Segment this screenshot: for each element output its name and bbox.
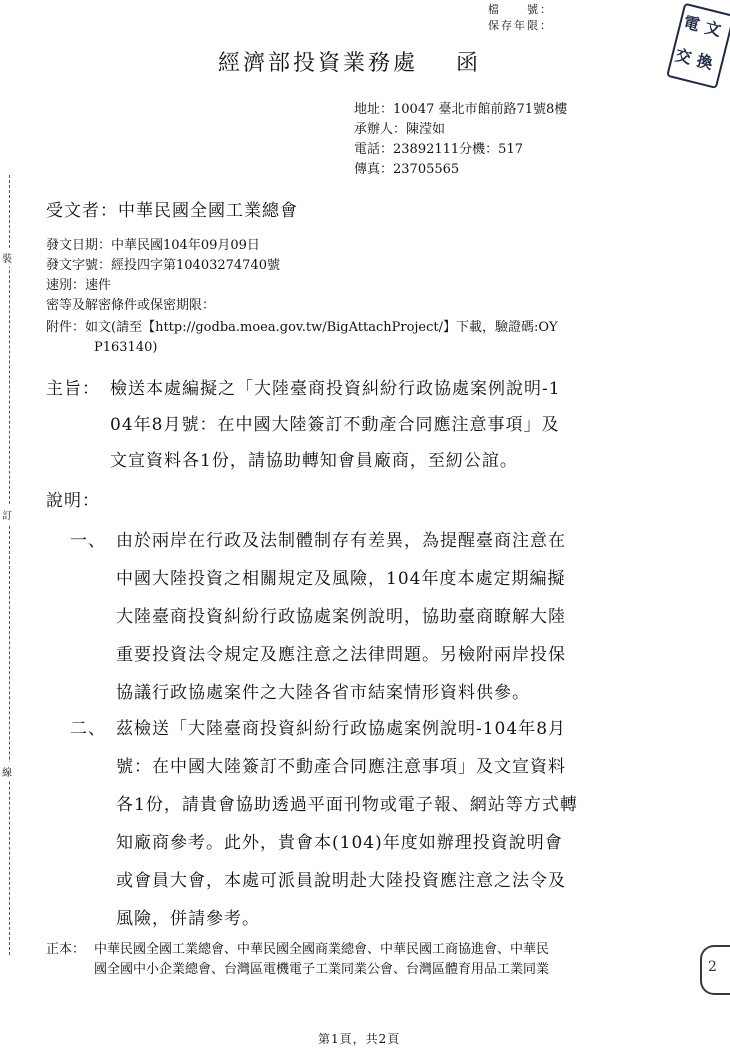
item-line: 由於兩岸在行政及法制體制存有差異，為提醒臺商注意在 xyxy=(116,531,566,551)
contact-officer: 承辦人：陳滢如 xyxy=(354,122,446,137)
cc-line-2: 國全國中小企業總會、台灣區電機電子工業同業公會、台灣區體育用品工業同業 xyxy=(94,962,550,977)
item-line: 風險，併請參考。 xyxy=(116,909,260,929)
item-line: 茲檢送「大陸臺商投資糾紛行政協處案例說明-104年8月 xyxy=(116,719,567,739)
contact-address: 地址：10047 臺北市館前路71號8樓 xyxy=(354,102,568,117)
security-class: 密等及解密條件或保密期限： xyxy=(46,298,216,313)
contact-fax: 傳真：23705565 xyxy=(354,162,460,177)
item-line: 知廠商參考。此外，貴會本(104)年度如辦理投資說明會 xyxy=(116,833,563,853)
attachment-line-2: P163140) xyxy=(94,340,158,355)
item-line: 或會員大會，本處可派員說明赴大陸投資應注意之法令及 xyxy=(116,871,566,891)
cc-label: 正本： xyxy=(46,942,86,957)
item-line: 重要投資法令規定及應注意之法律問題。另檢附兩岸投保 xyxy=(116,645,566,665)
speed-class: 速別：速件 xyxy=(46,278,112,293)
subject-label: 主旨： xyxy=(46,379,100,399)
retention-period-label: 保存年限： xyxy=(488,19,553,32)
page-stamp: 2 xyxy=(700,945,730,995)
cc-line-1: 中華民國全國工業總會、中華民國全國商業總會、中華民國工商協進會、中華民 xyxy=(94,942,550,957)
subject-line: 04年8月號：在中國大陸簽訂不動產合同應注意事項」及 xyxy=(110,415,560,435)
subject-line: 檢送本處編擬之「大陸臺商投資糾紛行政協處案例說明-1 xyxy=(110,379,561,399)
item-line: 中國大陸投資之相關規定及風險，104年度本處定期編擬 xyxy=(116,569,566,589)
file-number-label: 檔 號： xyxy=(488,3,553,16)
agency-title: 經濟部投資業務處 xyxy=(218,51,419,76)
binding-mark-ding: 訂 xyxy=(2,505,12,524)
item-line: 大陸臺商投資糾紛行政協處案例說明，協助臺商瞭解大陸 xyxy=(116,607,566,627)
document-type: 函 xyxy=(456,51,482,76)
item-line: 號：在中國大陸簽訂不動產合同應注意事項」及文宣資料 xyxy=(116,757,566,777)
explanation-label: 說明： xyxy=(46,491,100,511)
binding-line xyxy=(9,175,10,955)
subject-line: 文宣資料各1份，請協助轉知會員廠商，至紉公誼。 xyxy=(110,451,518,471)
item-marker: 二、 xyxy=(70,719,106,739)
issue-number: 發文字號：經投四字第10403274740號 xyxy=(46,258,280,273)
item-line: 協議行政協處案件之大陸各省市結案情形資料供參。 xyxy=(116,683,530,703)
page-number: 第1頁，共2頁 xyxy=(318,1032,401,1046)
attachment-line-1: 附件：如文(請至【http://godba.moea.gov.tw/BigAttachProject/】下載，驗證碼:OY xyxy=(46,320,558,335)
item-line: 各1份，請貴會協助透過平面刊物或電子報、網站等方式轉 xyxy=(116,795,578,815)
item-marker: 一、 xyxy=(70,531,106,551)
recipient: 受文者：中華民國全國工業總會 xyxy=(46,201,298,221)
binding-mark-zhuang: 裝 xyxy=(2,248,12,267)
binding-mark-xian: 線 xyxy=(2,762,12,781)
electronic-exchange-seal: 電 文 交 換 xyxy=(665,3,730,94)
issue-date: 發文日期：中華民國104年09月09日 xyxy=(46,238,260,253)
contact-phone: 電話：23892111分機：517 xyxy=(354,142,523,157)
